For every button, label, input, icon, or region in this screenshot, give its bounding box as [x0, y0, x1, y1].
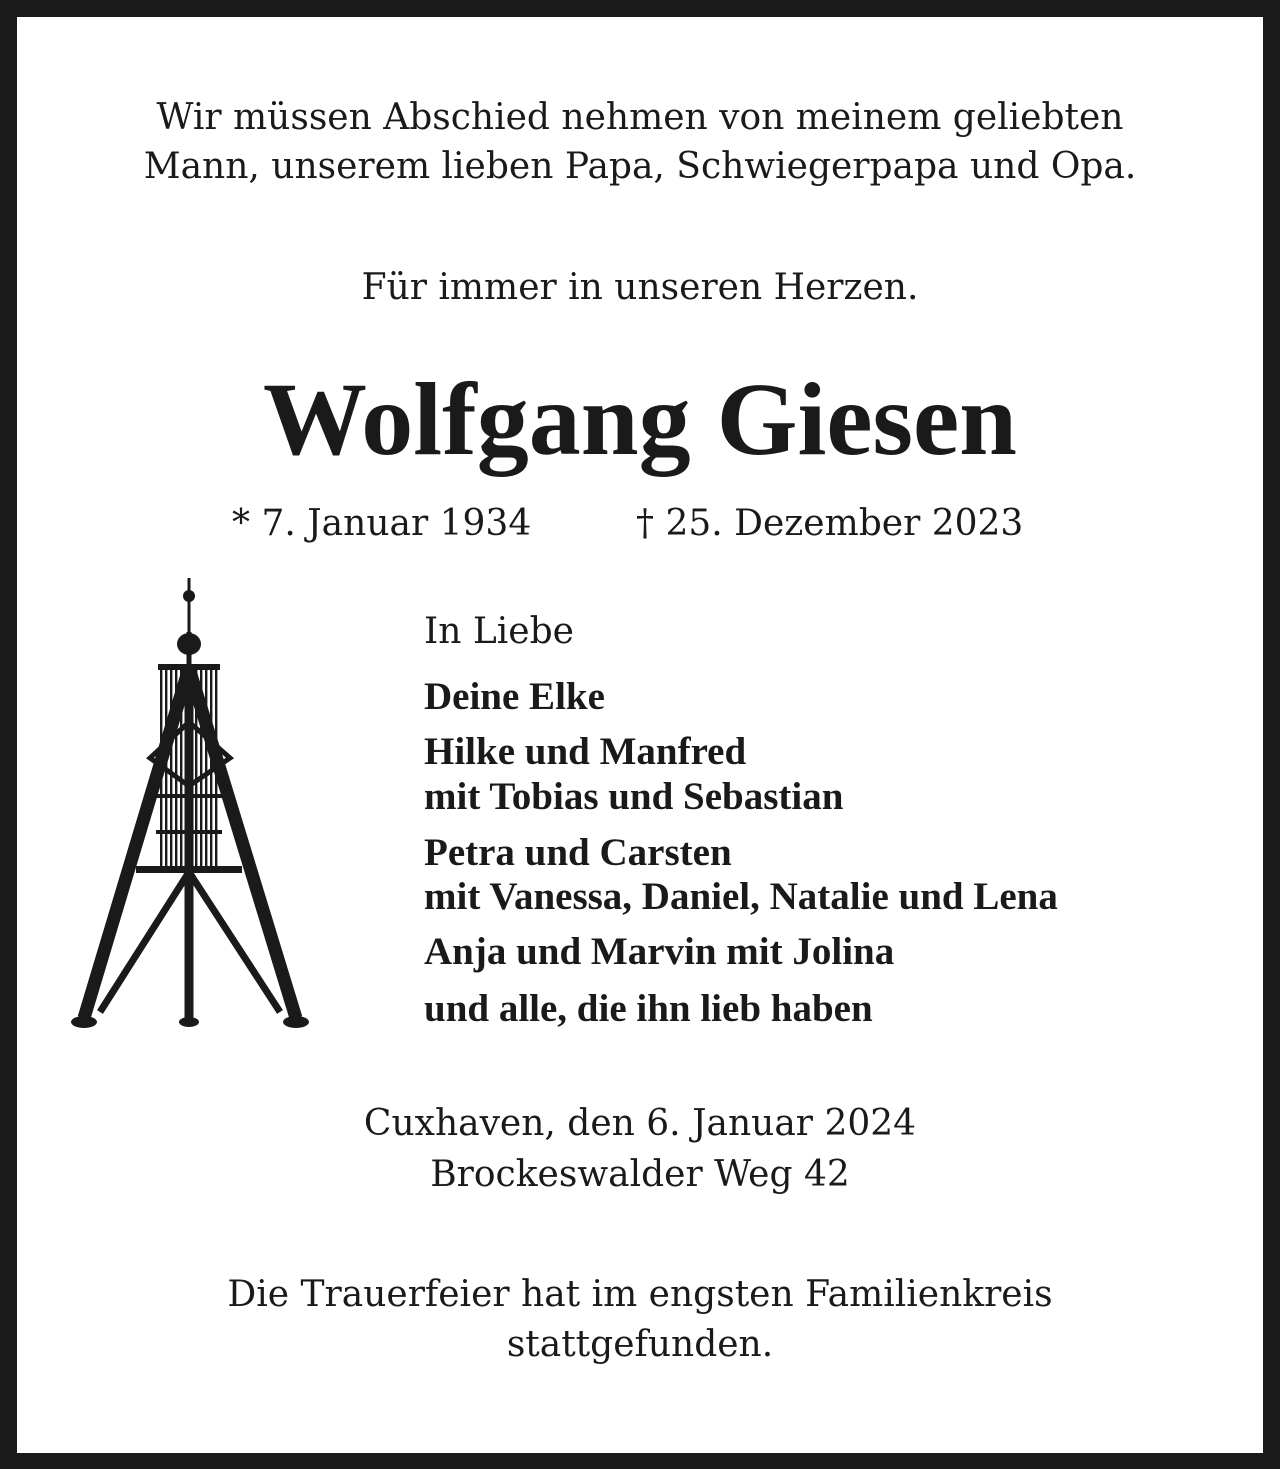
address: Brockeswalder Weg 42	[430, 1154, 850, 1195]
mourner-line: Petra und Carsten	[424, 831, 732, 874]
intro-line-2: Mann, unserem lieben Papa, Schwiegerpapa und Opa.	[143, 146, 1137, 187]
motto: Für immer in unseren Herzen.	[361, 267, 919, 308]
intro-line-1: Wir müssen Abschied nehmen von meinem geliebten	[156, 97, 1124, 138]
place-date: Cuxhaven, den 6. Januar 2024	[363, 1103, 917, 1144]
ceremony-line-2: stattgefunden.	[506, 1324, 774, 1365]
mourner-line: Deine Elke	[424, 675, 605, 718]
mourner-line: mit Vanessa, Daniel, Natalie und Lena	[424, 875, 1058, 918]
mourner-line: Anja und Marvin mit Jolina	[424, 930, 895, 973]
mourner-line: Hilke und Manfred	[424, 730, 747, 773]
in-love-label: In Liebe	[424, 611, 574, 652]
mourner-line: und alle, die ihn lieb haben	[424, 987, 873, 1030]
death-date: † 25. Dezember 2023	[636, 503, 1024, 544]
deceased-name: Wolfgang Giesen	[262, 362, 1018, 477]
ceremony-line-1: Die Trauerfeier hat im engsten Familienkreis	[227, 1274, 1053, 1315]
kugelbake-tower-icon	[60, 572, 320, 1034]
mourner-line: mit Tobias und Sebastian	[424, 775, 844, 818]
birth-date: * 7. Januar 1934	[232, 503, 532, 544]
